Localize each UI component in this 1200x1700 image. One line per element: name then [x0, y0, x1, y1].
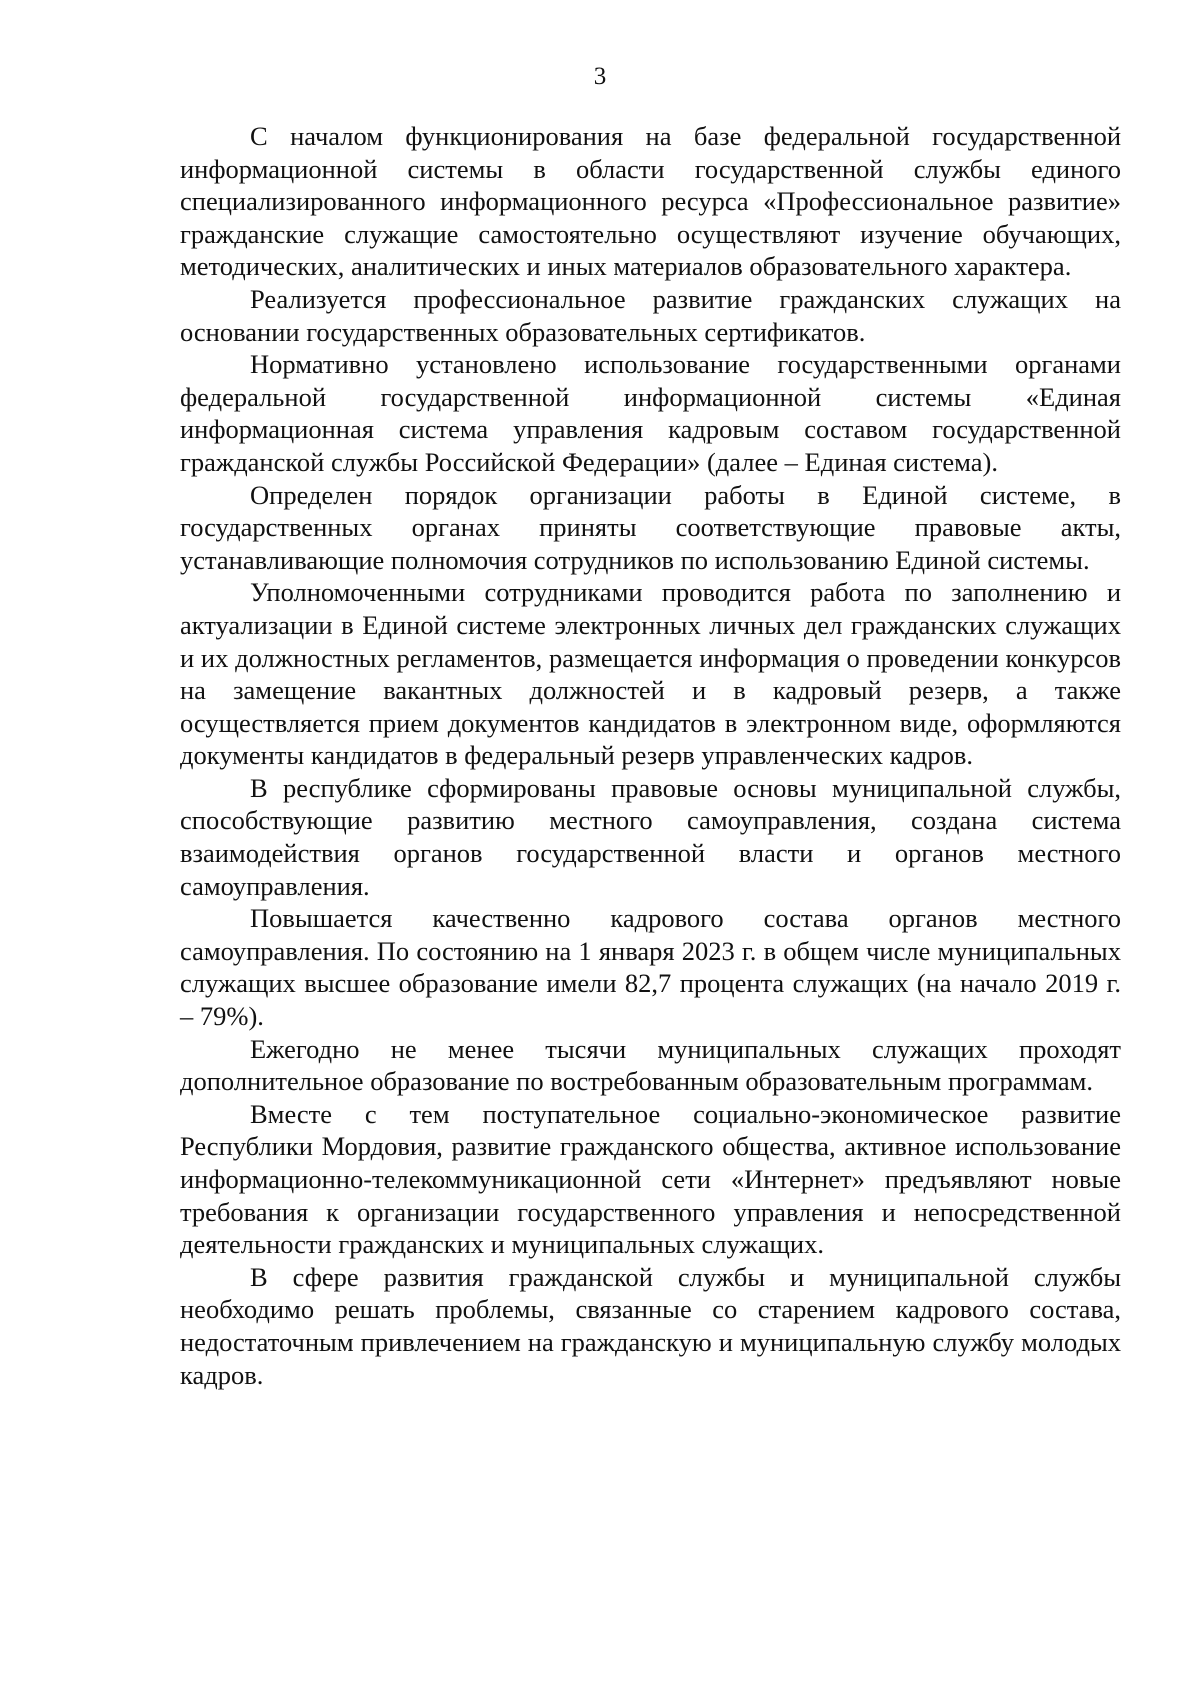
paragraph-new-requirements: Вместе с тем поступательное социально-экономическое развитие Республики Мордовия, развитие гражданского общества, активное использование информационно-телекоммуникационной сети «Интернет» предъявляют новые требования к организации государственного управления и непосредственной деятельности гражданских и муниципальных служащих. — [180, 1098, 1121, 1260]
paragraph-authorized-staff: Уполномоченными сотрудниками проводится работа по заполнению и актуализации в Единой системе электронных личных дел гражданских служащих и их должностных регламентов, размещается информация о проведении конкурсов на замещение вакантных должностей и в кадровый резерв, а также осуществляется прием документов кандидатов в электронном виде, оформляются документы кандидатов в федеральный резерв управленческих кадров. — [180, 577, 1121, 771]
document-body — [180, 120, 1121, 1391]
paragraph-professional-development-resource: С началом функционирования на базе федеральной государственной информационной системы в области государственной службы единого специализированного информационного ресурса «Профессиональное развитие» гражданские служащие самостоятельно осуществляют изучение обучающих, методических, аналитических и иных материалов образовательного характера. — [180, 121, 1121, 282]
paragraph-annual-training: Ежегодно не менее тысячи муниципальных служащих проходят дополнительное образование по востребованным образовательным программам. — [180, 1033, 1121, 1097]
paragraph-education-certificates: Реализуется профессиональное развитие гражданских служащих на основании государственных образовательных сертификатов. — [180, 283, 1121, 347]
paragraph-municipal-service-basis: В республике сформированы правовые основы муниципальной службы, способствующие развитию местного самоуправления, создана система взаимодействия органов государственной власти и органов местного самоуправления. — [180, 772, 1121, 901]
paragraph-problems: В сфере развития гражданской службы и муниципальной службы необходимо решать проблемы, связанные со старением кадрового состава, недостаточным привлечением на гражданскую и муниципальную службу молодых кадров. — [180, 1261, 1121, 1390]
page-number: 3 — [593, 63, 607, 90]
paragraph-work-procedure: Определен порядок организации работы в Единой системе, в государственных органах приняты соответствующие правовые акты, устанавливающие полномочия сотрудников по использованию Единой системы. — [180, 479, 1121, 575]
paragraph-staff-quality: Повышается качественно кадрового состава органов местного самоуправления. По состоянию на 1 января 2023 г. в общем числе муниципальных служащих высшее образование имели 82,7 процента служащих (на начало 2019 г. – 79%). — [180, 903, 1121, 1032]
paragraph-unified-system: Нормативно установлено использование государственными органами федеральной государственной информационной системы «Единая информационная система управления кадровым составом государственной гражданской службы Российской Федерации» (далее – Единая система). — [180, 349, 1121, 477]
